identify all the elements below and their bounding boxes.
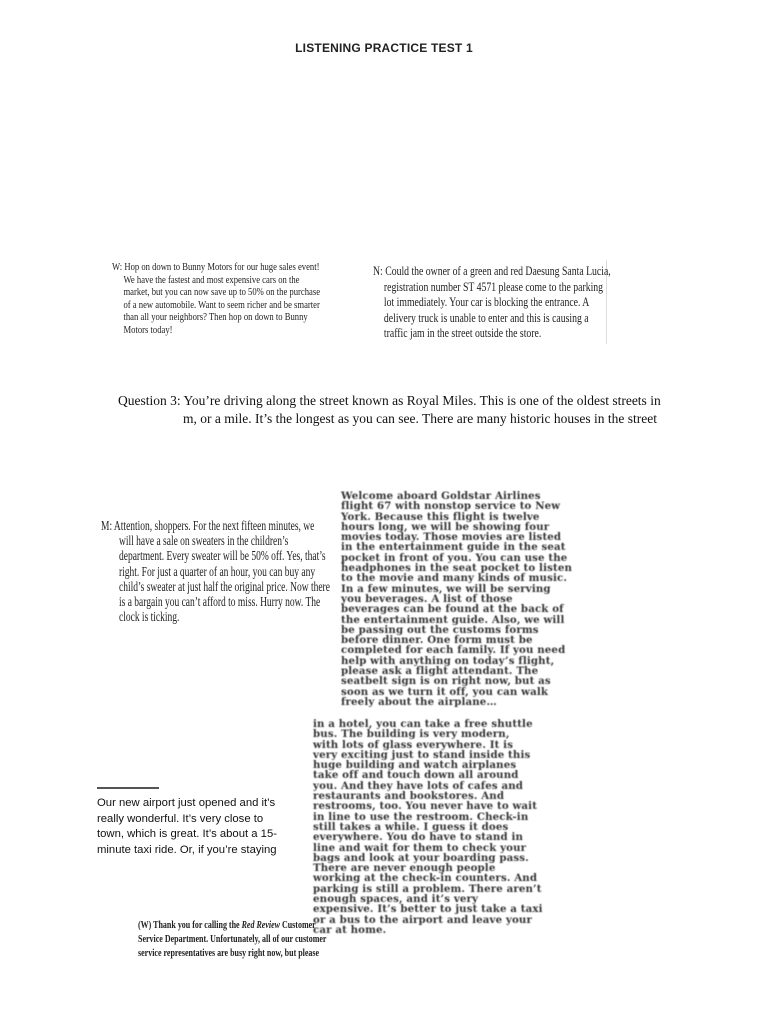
text-line: York. Because this flight is twelve [341, 510, 540, 523]
text-line: the entertainment guide. Also, we will [341, 613, 565, 626]
text-line: seatbelt sign is on right now, but as [341, 675, 551, 688]
text-line: W: Hop on down to Bunny Motors for our huge sales event! [112, 262, 320, 273]
text-line: traffic jam in the street outside the store. [383, 326, 542, 340]
text-line: huge building and watch airplanes [313, 759, 517, 772]
text-line: headphones in the seat pocket to listen [341, 562, 573, 575]
text-line: We have the fastest and most expensive cars on the [123, 274, 300, 286]
text-line: in a hotel, you can take a free shuttle [313, 718, 533, 730]
text-line: Welcome aboard Goldstar Airlines [341, 490, 541, 502]
text-line: service representatives are busy right now, but please [138, 947, 320, 959]
text-line: everywhere. You do have to stand in [313, 831, 524, 844]
text-line: completed for each family. If you need [341, 644, 566, 657]
text-line: take off and touch down all around [313, 769, 519, 782]
text-line: delivery truck is unable to enter and this is causing a [383, 310, 589, 325]
text-line: flight 67 with nonstop service to New [341, 500, 561, 513]
text-line: There are never enough people [313, 862, 496, 875]
company-name: Red Review [241, 919, 280, 931]
text-line: child’s sweater at just half the original price. Now there [119, 578, 330, 594]
text-run: Customer [279, 919, 316, 931]
text-line: In a few minutes, we will be serving [341, 582, 551, 595]
question-3-line-2: m, or a mile. It’s the longest as you can see. There are many historic houses in the street [183, 411, 657, 426]
text-line: Motors today! [123, 324, 173, 336]
text-line: please ask a flight attendant. The [341, 665, 539, 678]
text-line: with lots of glass everywhere. It is [313, 738, 514, 751]
text-line: will have a sale on sweaters in the children’s [119, 533, 289, 549]
text-line: Service Department. Unfortunately, all of our customer [138, 933, 327, 945]
new-airport-excerpt [97, 796, 287, 858]
text-line: right. For just a quarter of an hour, you can buy any [119, 563, 316, 579]
cropped-text-fragment [97, 787, 159, 789]
text-line: department. Every sweater will be 50% off. Yes, that’s [119, 548, 326, 564]
text-line: minute taxi ride. Or, if you’re staying [97, 843, 277, 856]
text-line: very exciting just to stand inside this [313, 748, 531, 761]
text-line: is a bargain you can’t afford to miss. Hurry now. The [119, 594, 321, 610]
text-line: town, which is great. It’s about a 15- [97, 828, 278, 841]
text-line: restrooms, too. You never have to wait [313, 800, 538, 813]
text-line: you beverages. A list of those [341, 592, 513, 605]
text-line: freely about the airplane… [341, 695, 497, 708]
text-line: of a new automobile. Want to seem richer and be smarter [123, 299, 320, 311]
text-line: parking is still a problem. There aren’t [313, 882, 542, 895]
text-line: beverages can be found at the back of [341, 603, 564, 616]
text-line: working at the check-in counters. And [313, 872, 538, 885]
text-line: bags and look at your boarding pass. [313, 851, 529, 864]
text-line: to the movie and many kinds of music. [341, 572, 568, 585]
text-line: market, but you can now save up to 50% on the purchase [123, 287, 321, 299]
parking-excerpt [373, 264, 611, 342]
text-line: line and wait for them to check your [313, 841, 527, 854]
text-line: still takes a while. I guess it does [313, 820, 509, 833]
airline-excerpt [341, 491, 611, 707]
text-line: in the entertainment guide in the seat [341, 541, 566, 554]
text-line: N: Could the owner of a green and red Daesung Santa Lucia, [373, 264, 611, 278]
text-line: before dinner. One form must be [341, 634, 533, 647]
text-line: movies today. Those movies are listed [341, 531, 562, 544]
text-line: you. And they have lots of cafes and [313, 779, 524, 792]
text-line: enough spaces, and it’s very [313, 893, 479, 906]
text-line: car at home. [313, 923, 387, 936]
text-line: registration number ST 4571 please come to the parking [383, 279, 604, 294]
bunny-motors-excerpt [112, 262, 327, 338]
text-line: expensive. It’s better to just take a taxi [313, 903, 543, 916]
text-line: than all your neighbors? Then hop on down to Bunny [123, 312, 308, 324]
text-line: help with anything on today’s flight, [341, 654, 555, 667]
text-line: in line to use the restroom. Check-in [313, 810, 529, 823]
text-line: really wonderful. It’s very close to [97, 812, 264, 825]
text-line: restaurants and bookstores. And [313, 790, 505, 803]
text-line: pocket in front of you. You can use the [341, 551, 568, 564]
page-title: LISTENING PRACTICE TEST 1 [295, 41, 473, 55]
text-run: (W) Thank you for calling the [138, 919, 242, 931]
text-line: Our new airport just opened and it’s [97, 797, 276, 809]
text-line [138, 918, 316, 932]
shoppers-excerpt [101, 518, 330, 624]
question-3-line-1: Question 3: You’re driving along the street known as Royal Miles. This is one of the oldest streets in [118, 393, 661, 408]
text-line: be passing out the customs forms [341, 623, 539, 636]
text-line: clock is ticking. [119, 609, 180, 625]
hotel-airport-excerpt [313, 719, 573, 935]
text-line: hours long, we will be showing four [341, 520, 550, 533]
text-line: bus. The building is very modern, [313, 728, 510, 741]
text-line: M: Attention, shoppers. For the next fifteen minutes, we [101, 518, 315, 533]
red-review-excerpt [138, 918, 327, 960]
text-line: soon as we turn it off, you can walk [341, 685, 549, 698]
text-line: or a bus to the airport and leave your [313, 913, 533, 926]
text-line: lot immediately. Your car is blocking the entrance. A [383, 295, 590, 309]
